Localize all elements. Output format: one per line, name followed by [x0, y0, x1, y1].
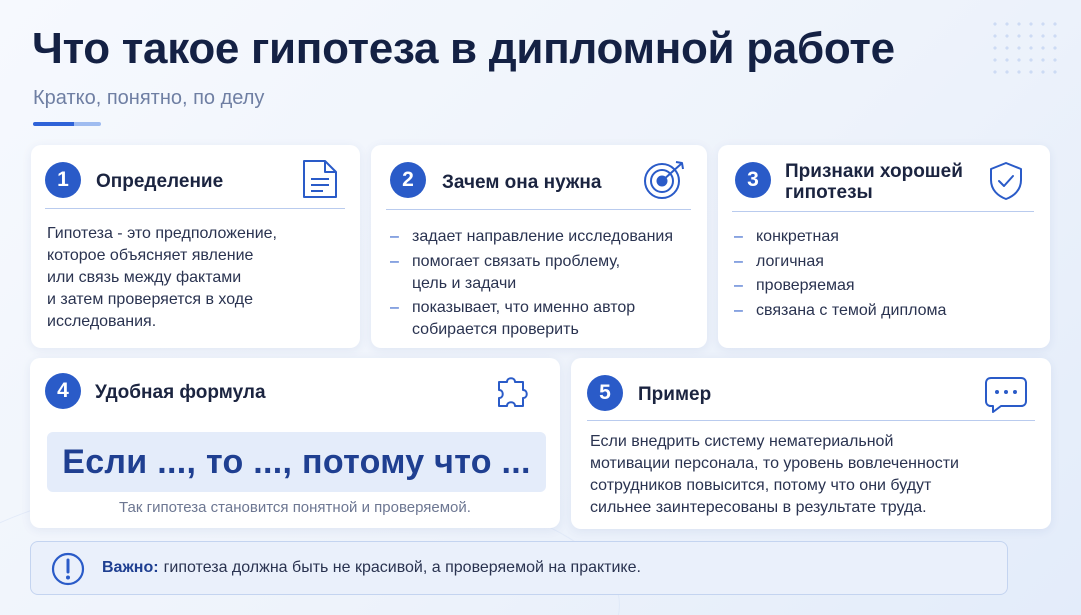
- list-item: – задает направление исследования: [390, 226, 673, 248]
- page-title: Что такое гипотеза в дипломной работе: [32, 24, 895, 73]
- background-dots: [989, 18, 1059, 78]
- definition-line: или связь между фактами: [47, 269, 242, 286]
- card-number-badge: 3: [735, 162, 771, 198]
- card-number-badge: 2: [390, 162, 426, 198]
- definition-text: [47, 223, 277, 333]
- important-note: [30, 541, 1008, 595]
- card-signs: [718, 145, 1050, 348]
- list-item: – логичная: [734, 251, 946, 273]
- card-title: Удобная формула: [95, 382, 266, 403]
- card-title: Определение: [96, 171, 224, 192]
- formula-caption: Так гипотеза становится понятной и проверяемой.: [119, 499, 471, 516]
- definition-line: и затем проверяется в ходе: [47, 291, 253, 308]
- card-divider: [732, 211, 1034, 212]
- definition-line: Гипотеза - это предположение,: [47, 225, 277, 242]
- card-divider: [386, 209, 691, 210]
- example-line: мотивации персонала, то уровень вовлеченности: [590, 455, 959, 472]
- card-title: Зачем она нужна: [442, 172, 602, 193]
- shield-check-icon: [988, 161, 1024, 206]
- note-label: Важно:: [102, 559, 159, 576]
- example-line: сотрудников повысится, потому что они будут: [590, 477, 932, 494]
- example-line: Если внедрить систему нематериальной: [590, 433, 894, 450]
- list-item: – конкретная: [734, 226, 946, 248]
- definition-line: исследования.: [47, 313, 157, 330]
- formula-box: [47, 432, 546, 492]
- example-text: [590, 431, 959, 519]
- puzzle-icon: [495, 374, 531, 415]
- exclamation-icon: [51, 552, 85, 591]
- card-number-badge: 5: [587, 375, 623, 411]
- list-item: – помогает связать проблему, цель и задачи: [390, 251, 673, 295]
- note-text: [102, 559, 641, 577]
- card-number-badge: 1: [45, 162, 81, 198]
- note-body: гипотеза должна быть не красивой, а проверяемой на практике.: [163, 559, 641, 576]
- list-item: – проверяемая: [734, 275, 946, 297]
- title-underline: [33, 122, 101, 126]
- card-divider: [45, 208, 345, 209]
- card-divider: [587, 420, 1035, 421]
- list-item: – связана с темой диплома: [734, 300, 946, 322]
- card-formula: [30, 358, 560, 528]
- card-example: [571, 358, 1051, 529]
- card-number-badge: 4: [45, 373, 81, 409]
- example-line: сильнее заинтересованы в результате труда.: [590, 499, 927, 516]
- signs-list: [734, 226, 946, 324]
- card-title: Пример: [638, 384, 712, 405]
- page-subtitle: Кратко, понятно, по делу: [33, 87, 265, 109]
- definition-line: которое объясняет явление: [47, 247, 254, 264]
- chat-bubble-icon: [983, 375, 1029, 420]
- card-title: Признаки хорошей гипотезы: [785, 161, 963, 203]
- card-definition: [31, 145, 360, 348]
- target-icon: [642, 159, 688, 206]
- formula-text: Если ..., то ..., потому что ...: [62, 442, 531, 481]
- card-purpose: [371, 145, 707, 348]
- purpose-list: [390, 226, 673, 344]
- list-item: – показывает, что именно автор собирается проверить: [390, 297, 673, 341]
- document-icon: [301, 158, 339, 205]
